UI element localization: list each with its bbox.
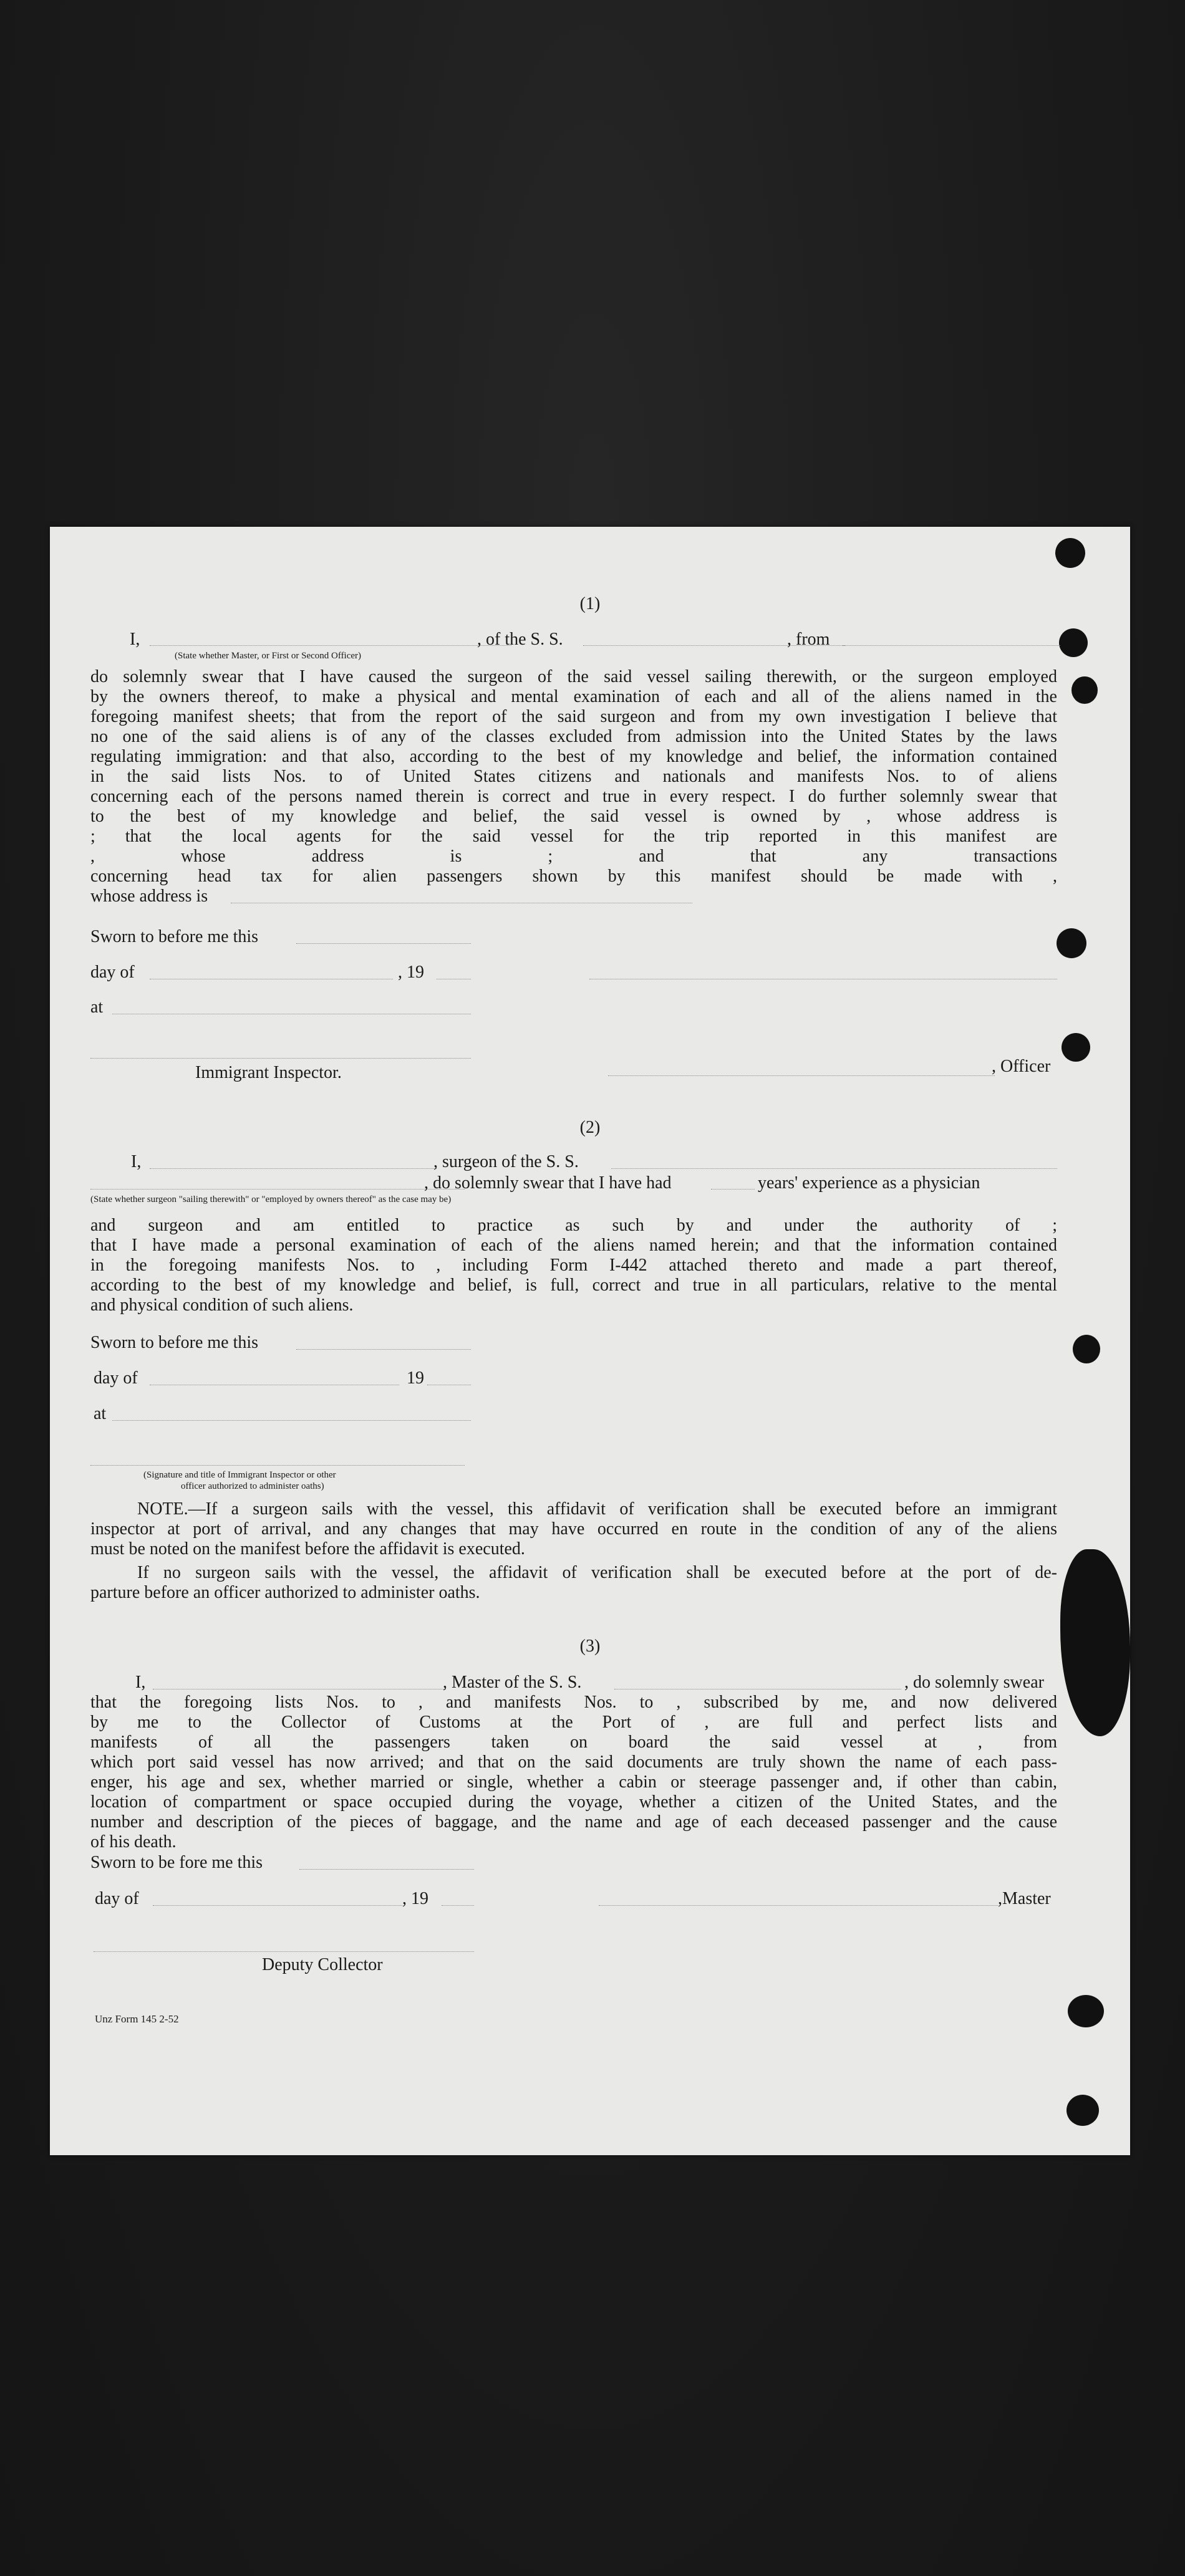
section-2-line: in the foregoing manifests Nos. to , including Form I-442 attached thereto and made a part thereof, <box>90 1256 1057 1275</box>
section-2-body <box>90 1216 1057 1295</box>
section-2-place-field[interactable] <box>112 1420 471 1421</box>
section-3-sworn: Sworn to be fore me this <box>90 1853 263 1872</box>
section-1-line: , whose address is ; and that any transactions <box>90 847 1057 866</box>
punch-hole <box>1071 676 1098 704</box>
section-1-year: , 19 <box>398 963 424 982</box>
punch-hole <box>1068 1995 1104 2027</box>
section-3-line: location of compartment or space occupied during the voyage, whether a citizen of the United States, and the <box>90 1792 1057 1812</box>
section-1-line: foregoing manifest sheets; that from the report of the said surgeon and from my own investigation I believe that <box>90 707 1057 726</box>
sworn-date-field[interactable] <box>296 943 471 944</box>
punch-hole <box>1073 1335 1100 1363</box>
punch-hole <box>1062 1033 1090 1062</box>
section-3-year: , 19 <box>402 1889 428 1908</box>
section-2-day-of: day of <box>94 1368 138 1388</box>
section-2-note-block <box>90 1499 1057 1539</box>
form-number: Unz Form 145 2-52 <box>95 2013 179 2025</box>
section-1-line: ; that the local agents for the said vessel for the trip reported in this manifest are <box>90 827 1057 846</box>
section-3-line: which port said vessel has now arrived; and that on the said documents are truly shown the name of each pass- <box>90 1752 1057 1772</box>
master-signature-line[interactable] <box>599 1905 998 1906</box>
section-3-day-of: day of <box>95 1889 139 1908</box>
section-2-line: that I have made a personal examination of each of the aliens named herein; and that the information contained <box>90 1236 1057 1255</box>
section-3-master-of-ss: , Master of the S. S. <box>443 1673 582 1692</box>
section-2-year: 19 <box>407 1368 424 1388</box>
surgeon-vessel-field[interactable] <box>611 1168 1057 1169</box>
section-2-number: (2) <box>579 1118 601 1137</box>
section-1-body <box>90 667 1057 887</box>
section-1-inspector: Immigrant Inspector. <box>195 1063 342 1082</box>
section-3-collector: Deputy Collector <box>262 1955 383 1974</box>
origin-field[interactable] <box>842 645 1060 646</box>
section-1-line: to the best of my knowledge and belief, the said vessel is owned by , whose address is <box>90 807 1057 826</box>
section-1-note: (State whether Master, or First or Second Officer) <box>175 651 362 661</box>
section-1-day-of: day of <box>90 963 135 982</box>
master-name-field[interactable] <box>150 645 511 646</box>
section-1-line: do solemnly swear that I have caused the surgeon of the said vessel sailing therewith, or the surgeon employed <box>90 667 1057 686</box>
section-3-sworn-field[interactable] <box>299 1869 474 1870</box>
section-1-line: concerning each of the persons named therein is correct and true in every respect. I do further solemnly swear that <box>90 787 1057 806</box>
note2-last-line: parture before an officer authorized to administer oaths. <box>90 1583 480 1602</box>
punch-hole <box>1057 928 1086 958</box>
section-3-line: that the foregoing lists Nos. to , and manifests Nos. to , subscribed by me, and now delivered <box>90 1693 1057 1712</box>
section-3-year-field[interactable] <box>442 1905 474 1906</box>
section-3-line: manifests of all the passengers taken on board the said vessel at , from <box>90 1733 1057 1752</box>
note-line: inspector at port of arrival, and any changes that may have occurred en route in the condition of any of the aliens <box>90 1519 1057 1539</box>
section-3-swear: , do solemnly swear <box>904 1673 1044 1692</box>
section-2-sig-note: officer authorized to administer oaths) <box>181 1481 324 1491</box>
section-2-years: years' experience as a physician <box>758 1173 980 1193</box>
note-line: NOTE.—If a surgeon sails with the vessel, this affidavit of verification shall be executed before an immigrant <box>137 1499 1057 1519</box>
officer-signature-line[interactable] <box>608 1075 995 1076</box>
punch-hole <box>1066 2095 1099 2126</box>
section-2-line: according to the best of my knowledge and belief, is full, correct and true in all particulars, relative to the mental <box>90 1276 1057 1295</box>
collector-signature-line[interactable] <box>94 1951 474 1952</box>
section-3-master: ,Master <box>998 1889 1051 1908</box>
section-1-from: , from <box>787 630 830 649</box>
note-last-line: must be noted on the manifest before the affidavit is executed. <box>90 1539 525 1559</box>
section-2-swear: , do solemnly swear that I have had <box>424 1173 672 1193</box>
section-3-number: (3) <box>579 1636 601 1656</box>
section-1-line: concerning head tax for alien passengers shown by this manifest should be made with , <box>90 867 1057 886</box>
manifest-affidavit-page <box>50 527 1130 2155</box>
section-2-note: (State whether surgeon "sailing therewith" or "employed by owners thereof" as the case may be) <box>90 1194 452 1204</box>
section-3-line: enger, his age and sex, whether married or single, whether a cabin or steerage passenger and, if other than cabin, <box>90 1772 1057 1792</box>
section-2-sig-note: (Signature and title of Immigrant Inspector or other <box>143 1470 336 1480</box>
section-2-signature-line[interactable] <box>90 1465 465 1466</box>
section-1-last-line: whose address is <box>90 887 208 906</box>
section-3-body <box>90 1693 1057 1832</box>
section-1-officer: , Officer <box>992 1057 1051 1076</box>
section-3-last-line: of his death. <box>90 1832 177 1852</box>
section-2-at: at <box>94 1404 107 1423</box>
section-1-line: in the said lists Nos. to of United States citizens and nationals and manifests Nos. to of aliens <box>90 767 1057 786</box>
section-2-note2-block <box>90 1563 1057 1583</box>
section-2-sworn: Sworn to before me this <box>90 1333 259 1352</box>
punch-hole <box>1059 628 1088 657</box>
section-1-sworn: Sworn to before me this <box>90 927 259 946</box>
section-3-month-field[interactable] <box>153 1905 402 1906</box>
section-1-of-ss: , of the S. S. <box>477 630 563 649</box>
inspector-signature-line[interactable] <box>90 1058 471 1059</box>
section-1-line: by the owners thereof, to make a physical and mental examination of each and all of the aliens named in the <box>90 687 1057 706</box>
section-2-line: and surgeon and am entitled to practice as such by and under the authority of ; <box>90 1216 1057 1235</box>
section-3-line: number and description of the pieces of baggage, and the name and age of each deceased passenger and the cause <box>90 1812 1057 1832</box>
surgeon-name-field[interactable] <box>150 1168 437 1169</box>
section-1-number: (1) <box>579 594 601 613</box>
note-line: If no surgeon sails with the vessel, the affidavit of verification shall be executed before at the port of de- <box>137 1563 1057 1582</box>
section-2-surgeon-of-ss: , surgeon of the S. S. <box>433 1152 579 1171</box>
section-1-i: I, <box>130 630 140 649</box>
section-3-i: I, <box>135 1673 146 1692</box>
section-2-last-line: and physical condition of such aliens. <box>90 1295 354 1315</box>
section-2-sworn-field[interactable] <box>296 1349 471 1350</box>
section-3-line: by me to the Collector of Customs at the Port of , are full and perfect lists and <box>90 1713 1057 1732</box>
punch-hole <box>1055 538 1085 568</box>
section-2-i: I, <box>131 1152 142 1171</box>
section-1-line: regulating immigration: and that also, according to the best of my knowledge and belief, the information contained <box>90 747 1057 766</box>
section-1-line: no one of the said aliens is of any of the classes excluded from admission into the United States by the laws <box>90 727 1057 746</box>
section-1-at: at <box>90 997 104 1017</box>
